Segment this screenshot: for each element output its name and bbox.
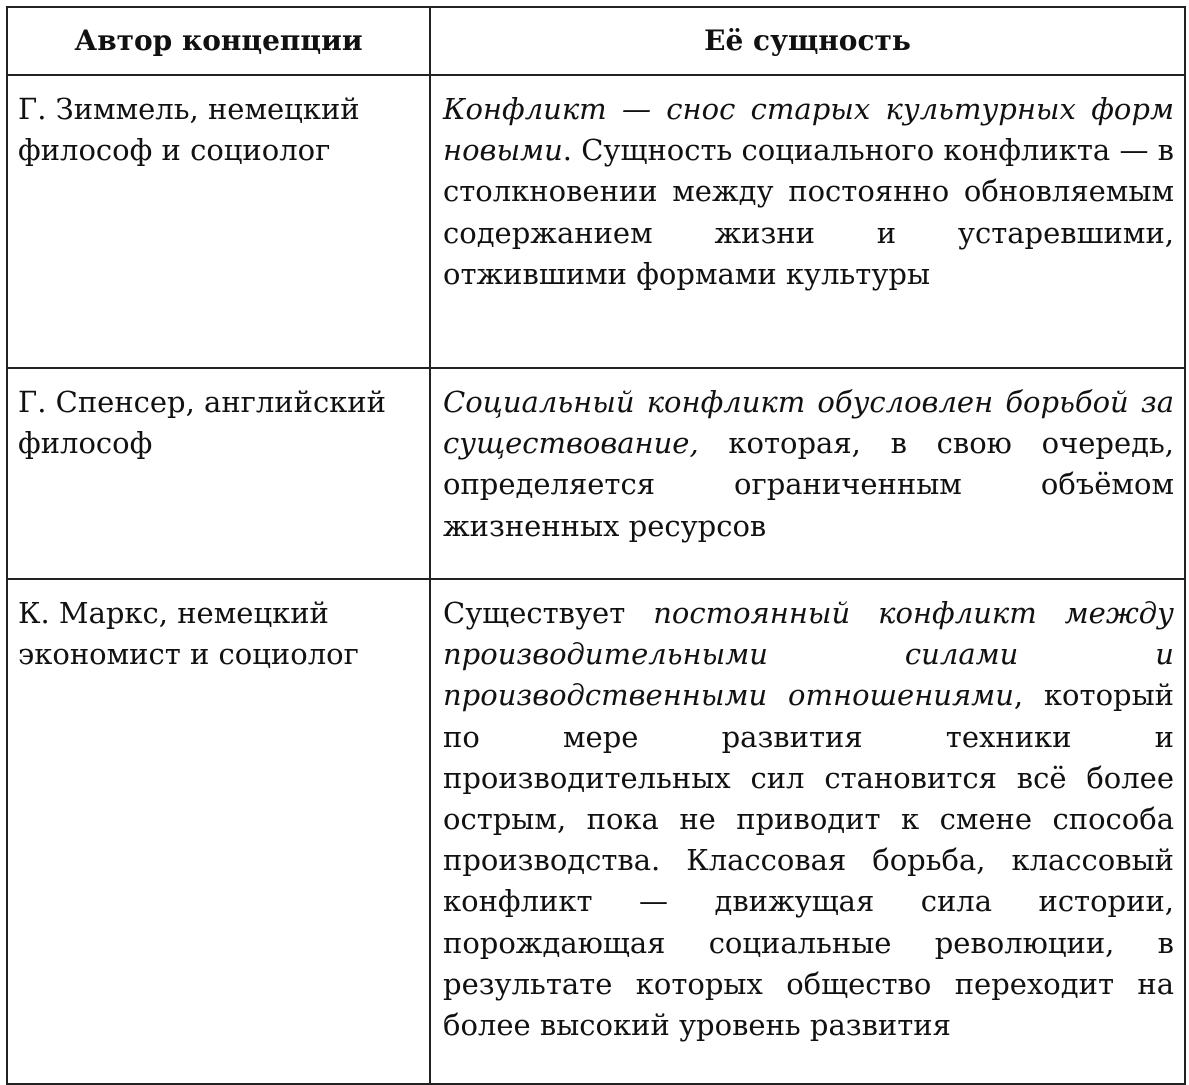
essence-text: которая, в свою очередь, определяется ограниченным объёмом жизненных ресурсов	[443, 426, 1174, 543]
essence-text: , который по мере развития техники и производительных сил становится всё более острым, пока не приводит к смене способа производства. Классовая борьба, классовый конфликт — движущая сила истории, порождающая социальные революции, в результате которых общество переходит на более высокий уровень развития	[443, 678, 1174, 1043]
table-row	[7, 75, 1185, 368]
essence-italic: Социальный конфликт обусловлен борьбой за существование,	[443, 385, 1174, 461]
essence-text-lead: Существует	[443, 596, 654, 630]
essence-cell	[430, 75, 1185, 368]
concepts-table	[6, 6, 1186, 1085]
author-cell	[7, 579, 430, 1084]
author-text: Г. Спенсер, английский философ	[18, 385, 386, 460]
table-header-row	[7, 7, 1185, 75]
header-author: Автор концепции	[7, 7, 430, 75]
author-cell	[7, 75, 430, 368]
author-text: Г. Зиммель, немецкий философ и социолог	[18, 92, 360, 167]
header-essence: Её сущность	[430, 7, 1185, 75]
essence-cell	[430, 579, 1185, 1084]
essence-cell	[430, 368, 1185, 579]
essence-italic: Конфликт — снос старых культурных форм новыми	[443, 92, 1174, 168]
author-text: К. Маркс, немецкий экономист и социолог	[18, 596, 359, 671]
essence-text: . Сущность социального конфликта — в столкновении между постоянно обновляемым содержанием жизни и устаревшими, отжившими формами культуры	[443, 133, 1174, 291]
author-cell	[7, 368, 430, 579]
table-row	[7, 368, 1185, 579]
table-row	[7, 579, 1185, 1084]
essence-italic: постоянный конфликт между производительными силами и производственными отношениями	[443, 596, 1174, 713]
